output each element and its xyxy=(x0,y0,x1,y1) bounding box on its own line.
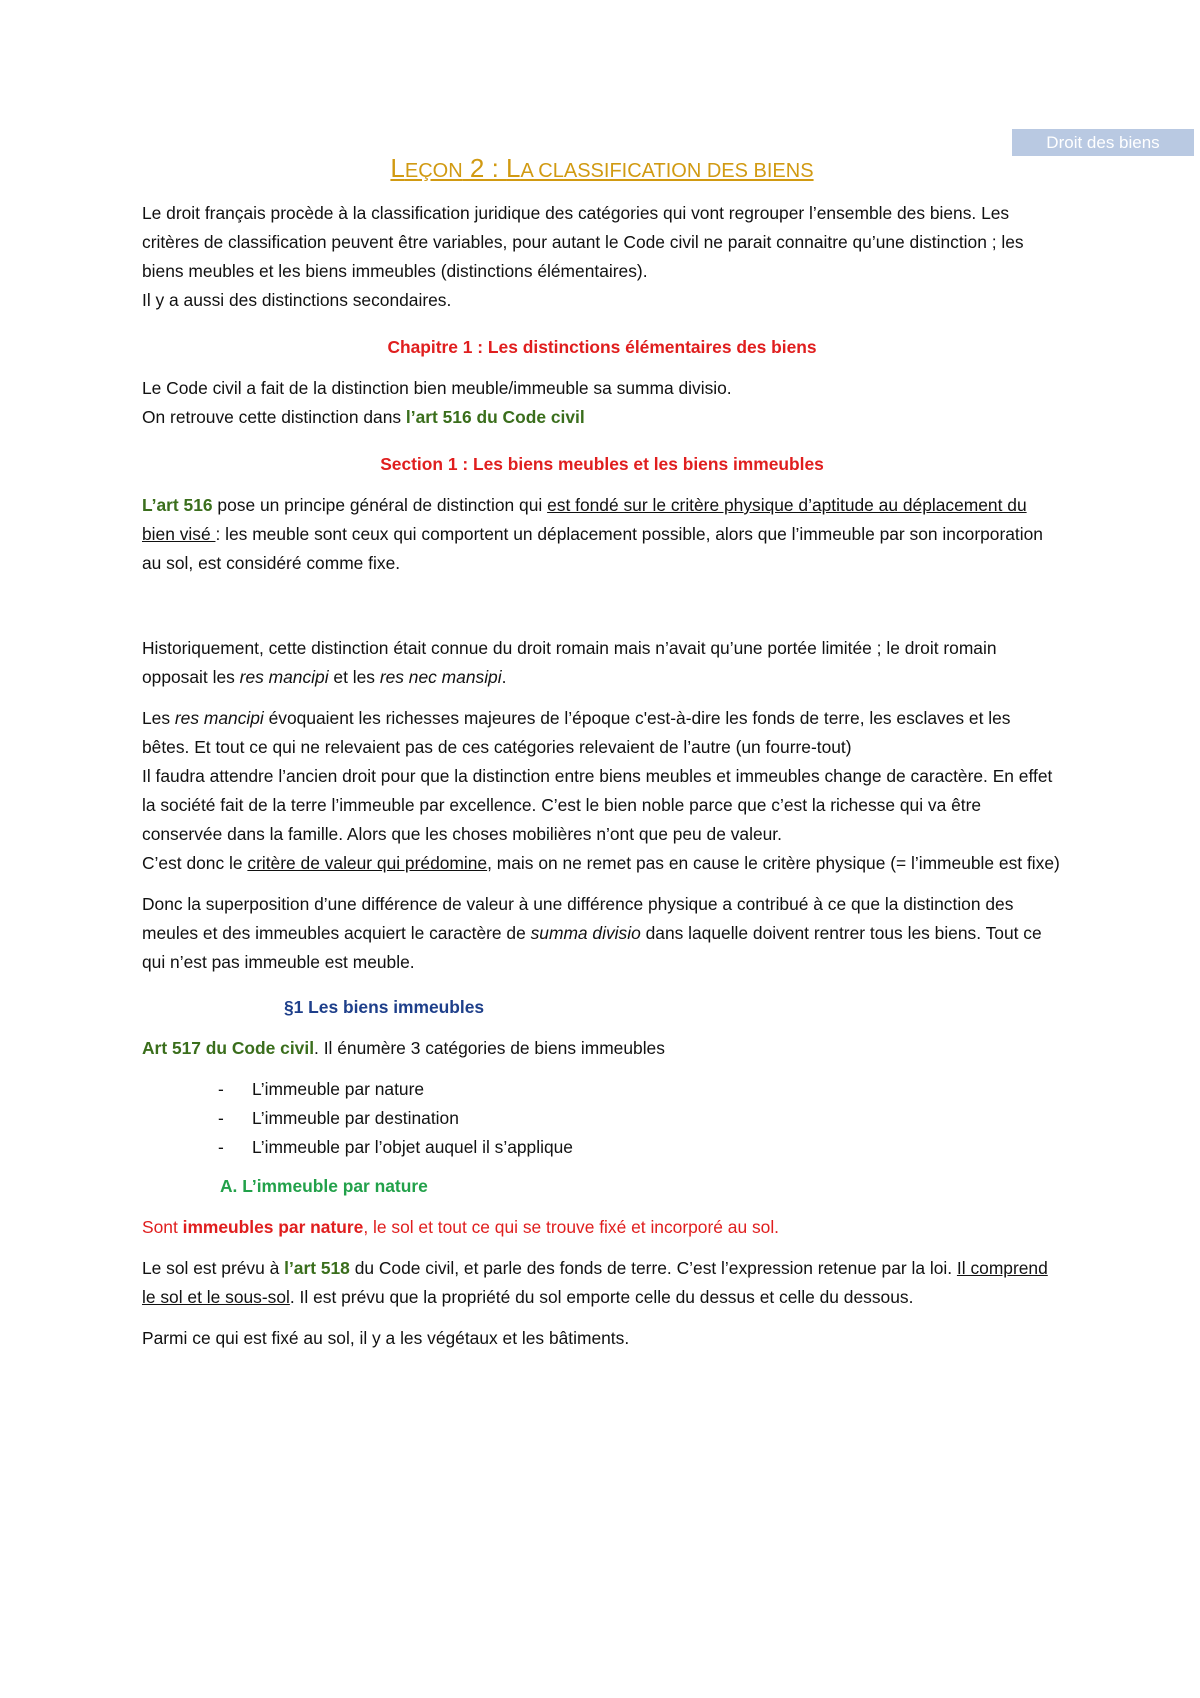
sol-paragraph: Le sol est prévu à l’art 518 du Code civil, et parle des fonds de terre. C’est l’expression retenue par la loi. Il comprend le sol et le sous-sol. Il est prévu que la propriété du sol emporte celle du dessus et celle du dessous. xyxy=(142,1258,1048,1307)
nature-definition: Sont immeubles par nature, le sol et tout ce qui se trouve fixé et incorporé au sol. xyxy=(142,1217,780,1237)
chapter-heading: Chapitre 1 : Les distinctions élémentaires des biens xyxy=(387,337,817,357)
summa-divisio-paragraph: Le Code civil a fait de la distinction bien meuble/immeuble sa summa divisio. On retrouve cette distinction dans l’art 516 du Code civil xyxy=(142,378,732,427)
header-tag: Droit des biens xyxy=(1012,129,1194,156)
section-heading: Section 1 : Les biens meubles et les biens immeubles xyxy=(380,454,824,474)
list-item: - L’immeuble par nature xyxy=(218,1075,1062,1104)
intro-paragraph: Le droit français procède à la classification juridique des catégories qui vont regrouper l’ensemble des biens. Les critères de classification peuvent être variables, pour autant le Code civil ne parait connaitre qu’une distinction ; les biens meubles et les biens immeubles (distinctions élémentaires). Il y a aussi des distinctions secondaires. xyxy=(142,203,1024,310)
art-516-paragraph: L’art 516 pose un principe général de distinction qui est fondé sur le critère physique d’aptitude au déplacement du bien visé : les meuble sont ceux qui comportent un déplacement possible, alors que l’immeuble par son incorporation au sol, est considéré comme fixe. xyxy=(142,495,1043,573)
list-item: - L’immeuble par destination xyxy=(218,1104,1062,1133)
list-item: - L’immeuble par l’objet auquel il s’applique xyxy=(218,1133,1062,1162)
paragraph-heading: §1 Les biens immeubles xyxy=(284,997,485,1017)
immeuble-categories-list xyxy=(142,1075,1062,1162)
history-paragraph: Historiquement, cette distinction était connue du droit romain mais n’avait qu’une portée limitée ; le droit romain opposait les res mancipi et les res nec mansipi. xyxy=(142,638,997,687)
page-title: LEÇON 2 : LA CLASSIFICATION DES BIENS xyxy=(390,153,814,183)
subheading-a: A. L’immeuble par nature xyxy=(220,1176,428,1196)
art-517-paragraph: Art 517 du Code civil. Il énumère 3 catégories de biens immeubles xyxy=(142,1038,665,1058)
parmi-paragraph: Parmi ce qui est fixé au sol, il y a les végétaux et les bâtiments. xyxy=(142,1328,630,1348)
document-page xyxy=(142,150,1062,1365)
res-mancipi-paragraph: Les res mancipi évoquaient les richesses majeures de l’époque c'est-à-dire les fonds de terre, les esclaves et les bêtes. Et tout ce qui ne relevaient pas de ces catégories relevaient de l’autre (un fourre-tout) Il faudra attendre l’ancien droit pour que la distinction entre biens meubles et immeubles change de caractère. En effet la société fait de la terre l’immeuble par excellence. C’est le bien noble parce que c’est la richesse qui va être conservée dans la famille. Alors que les choses mobilières n’ont que peu de valeur. C’est donc le critère de valeur qui prédomine, mais on ne remet pas en cause le critère physique (= l’immeuble est fixe) xyxy=(142,708,1060,873)
superposition-paragraph: Donc la superposition d’une différence de valeur à une différence physique a contribué à ce que la distinction des meules et des immeubles acquiert le caractère de summa divisio dans laquelle doivent rentrer tous les biens. Tout ce qui n’est pas immeuble est meuble. xyxy=(142,894,1042,972)
